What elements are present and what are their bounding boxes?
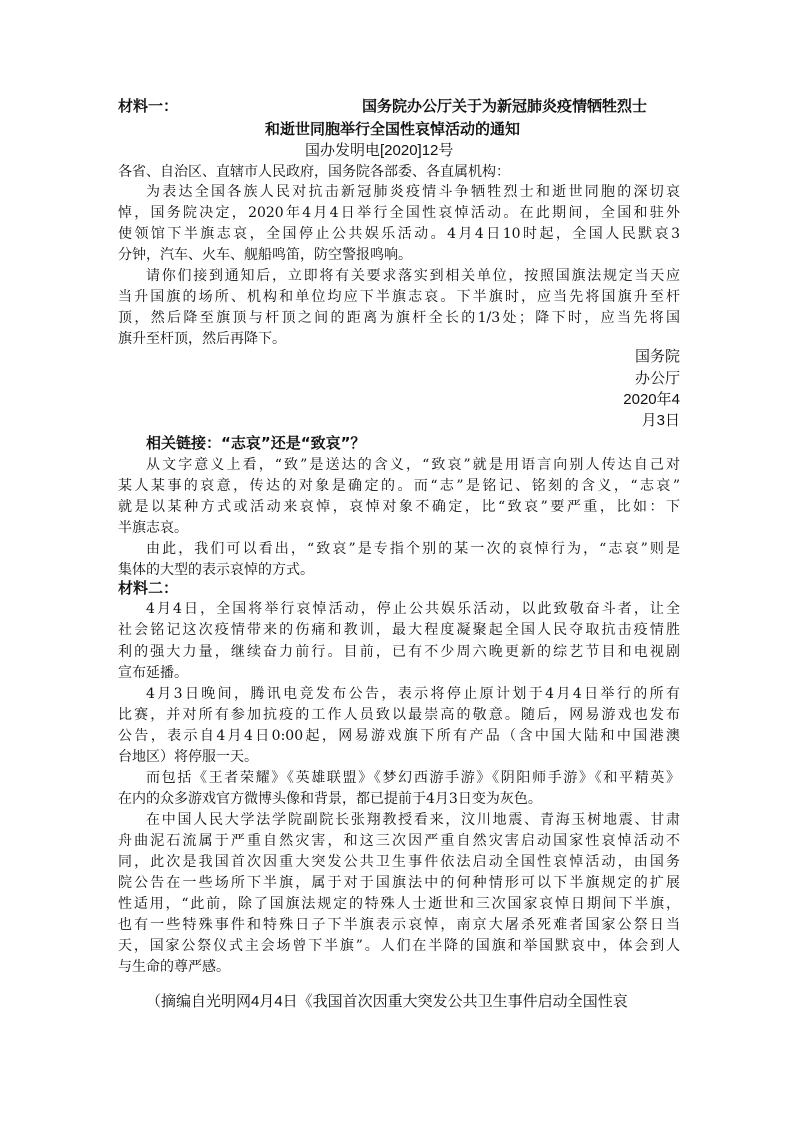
text-line: 性适用，“此前，除了国旗法规定的特殊人士逝世和三次国家哀悼日期间下半旗， — [118, 896, 680, 912]
text-line: 同，此次是我国首次因重大突发公共卫生事件依法启动全国性哀悼活动，由国务 — [118, 854, 680, 870]
text-line: 悼，国务院决定，2020年4月4日举行全国性哀悼活动。在此期间，全国和驻外 — [118, 205, 680, 221]
text-line: 在内的众多游戏官方微博头像和背景，都已提前于4月3日变为灰色。 — [118, 791, 542, 807]
signature-line: 办公厅 — [634, 370, 680, 387]
text-line: 舟曲泥石流属于严重自然灾害，和这三次因严重自然灾害启动国家性哀悼活动不 — [118, 833, 680, 849]
recipients: 各省、自治区、直辖市人民政府，国务院各部委、各直属机构： — [118, 164, 510, 180]
text-line: 顶，然后降至旗顶与杆顶之间的距离为旗杆全长的1/3处；降下时，应当先将国 — [118, 310, 680, 326]
text-line: 与生命的尊严感。 — [118, 959, 230, 975]
text-line: 从文字意义上看，“致”是送达的含义，“致哀”就是用语言向别人传达自己对 — [146, 457, 680, 473]
text-line: 旗升至杆顶，然后再降下。 — [118, 331, 286, 347]
signature-line: 国务院 — [634, 348, 680, 365]
text-line: 台地区）将停服一天。 — [118, 749, 258, 765]
text-line: 利的强大力量，继续奋力前行。目前，已有不少周六晚更新的综艺节目和电视剧 — [118, 644, 680, 660]
text-line: 4月3日晚间，腾讯电竞发布公告，表示将停止原计划于4月4日举行的所有 — [146, 686, 680, 702]
text-line: 公告，表示自4月4日0:00起，网易游戏旗下所有产品（含中国大陆和中国港澳 — [118, 728, 680, 744]
text-line: 也有一些特殊事件和特殊日子下半旗表示哀悼，南京大屠杀死难者国家公祭日当 — [118, 917, 680, 933]
text-line: 某人某事的哀意，传达的对象是确定的。而“志”是铭记、铭刻的含义，“志哀” — [118, 478, 680, 494]
source-citation: （摘编自光明网4月4日《我国首次因重大突发公共卫生事件启动全国性哀 — [146, 993, 628, 1010]
text-line: 天，国家公祭仪式主会场曾下半旗”。人们在半降的国旗和举国默哀中，体会到人 — [118, 938, 680, 954]
text-line: 请你们接到通知后，立即将有关要求落实到相关单位，按照国旗法规定当天应 — [146, 268, 680, 284]
text-line: 比赛，并对所有参加抗疫的工作人员致以最崇高的敬意。随后，网易游戏也发布 — [118, 707, 680, 723]
text-line: 由此，我们可以看出，“致哀”是专指个别的某一次的哀悼行为，“志哀”则是 — [146, 541, 680, 557]
text-line: 社会铭记这次疫情带来的伤痛和教训，最大程度凝聚起全国人民夺取抗击疫情胜 — [118, 622, 680, 638]
text-line: 4月4日，全国将举行哀悼活动，停止公共娱乐活动，以此致敬奋斗者，让全 — [146, 601, 680, 617]
text-line: 在中国人民大学法学院副院长张翔教授看来，汶川地震、青海玉树地震、甘肃 — [146, 812, 680, 828]
related-link-heading: 相关链接：“志哀”还是“致哀”？ — [146, 434, 366, 452]
text-line: 宣布延播。 — [118, 665, 188, 681]
text-line: 集体的大型的表示哀悼的方式。 — [118, 562, 314, 578]
text-line: 使领馆下半旗志哀，全国停止公共娱乐活动。4月4日10时起，全国人民默哀3 — [118, 226, 680, 242]
text-line: 就是以某种方式或活动来哀悼，哀悼对象不确定，比“致哀”要严重，比如：下 — [118, 499, 680, 515]
notice-title-line1: 国务院办公厅关于为新冠肺炎疫情牺牲烈士 — [362, 97, 648, 115]
text-line: 院公告在一些场所下半旗，属于对于国旗法中的何种情形可以下半旗规定的扩展 — [118, 875, 680, 891]
text-line: 半旗志哀。 — [118, 520, 188, 536]
notice-title-line2: 和逝世同胞举行全国性哀悼活动的通知 — [265, 120, 521, 138]
signature-date-line: 月3日 — [641, 412, 680, 429]
doc-number: 国办发明电[2020]12号 — [305, 142, 454, 159]
text-line: 当升国旗的场所、机构和单位均应下半旗志哀。下半旗时，应当先将国旗升至杆 — [118, 289, 680, 305]
material1-label: 材料一： — [118, 97, 179, 115]
signature-date-line: 2020年4 — [623, 391, 680, 408]
text-line: 为表达全国各族人民对抗击新冠肺炎疫情斗争牺牲烈士和逝世同胞的深切哀 — [146, 184, 680, 200]
text-line: 而包括《王者荣耀》《英雄联盟》《梦幻西游手游》《阴阳师手游》《和平精英》 — [146, 770, 680, 786]
material2-label: 材料二： — [118, 579, 179, 597]
text-line: 分钟，汽车、火车、舰船鸣笛，防空警报鸣响。 — [118, 247, 412, 263]
